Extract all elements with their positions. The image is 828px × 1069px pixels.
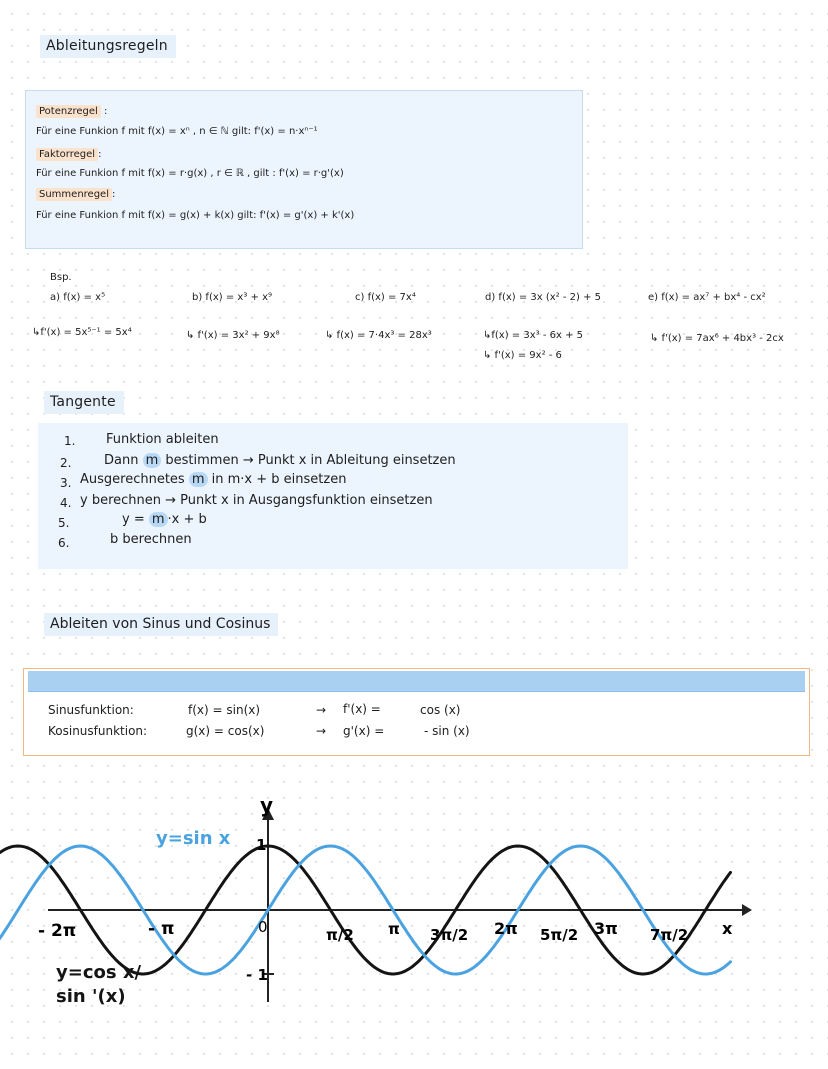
tangente-title: Tangente (44, 391, 124, 414)
origin-label: 0 (258, 918, 268, 936)
step-5-num: 5. (58, 516, 70, 530)
cos-curve-label: y=cos x/ (56, 962, 142, 983)
example-e-deriv: ↳ f'(x) = 7ax⁶ + 4bx³ - 2cx (650, 333, 784, 344)
step-1-text: Funktion ableiten (106, 432, 219, 447)
sin-row-label: Sinusfunktion: (48, 703, 134, 717)
tick-label-7pi-half: 7π/2 (650, 926, 689, 944)
tick-label-3pi: 3π (594, 919, 618, 938)
page-title: Ableitungsregeln (40, 35, 176, 58)
examples-label: Bsp. (50, 272, 72, 283)
cos-curve-label-2: sin '(x) (56, 986, 126, 1007)
sincos-title: Ableiten von Sinus und Cosinus (44, 613, 278, 636)
cos-row-arrow: → (316, 724, 327, 738)
example-b-fn: b) f(x) = x³ + x⁹ (192, 292, 272, 303)
tick-label-m1: - 1 (246, 966, 268, 984)
sincos-table-header (28, 671, 805, 692)
rule-faktor-head: Faktorregel : (36, 149, 101, 160)
step-3-text: Ausgerechnetes m in m·x + b einsetzen (80, 472, 347, 487)
step-5-text: y = m ·x + b (122, 512, 207, 527)
example-c-deriv: ↳ f(x) = 7·4x³ = 28x³ (325, 330, 432, 341)
step-3-m-highlight: m (189, 472, 208, 487)
step-2-num: 2. (60, 456, 72, 470)
tick-label-1: 1 (256, 836, 267, 854)
axis-y-label: y (260, 793, 274, 817)
step-3-num: 3. (60, 476, 72, 490)
example-a-deriv: ↳f'(x) = 5x⁵⁻¹ = 5x⁴ (32, 327, 132, 338)
sin-row-fn: f(x) = sin(x) (188, 703, 261, 717)
rule-potenz-name: Potenzregel (36, 105, 101, 118)
step-1-num: 1. (64, 434, 76, 448)
cos-row-result: - sin (x) (424, 724, 470, 738)
tick-label-2pi: 2π (494, 919, 518, 938)
example-e-fn: e) f(x) = ax⁷ + bx⁴ - cx² (648, 292, 766, 303)
step-6-text: b berechnen (110, 532, 192, 547)
tick-label-3pi-half: 3π/2 (430, 926, 469, 944)
tick-label-pi: π (388, 920, 400, 938)
step-4-num: 4. (60, 496, 72, 510)
sincos-table (23, 668, 810, 756)
sin-row-deriv: f'(x) = (343, 702, 381, 716)
rule-faktor-text: Für eine Funkion f mit f(x) = r·g(x) , r ∈ ℝ , gilt : f'(x) = r·g'(x) (36, 168, 344, 179)
example-d-deriv1: ↳f(x) = 3x³ - 6x + 5 (483, 330, 583, 341)
step-4-text: y berechnen → Punkt x in Ausgangsfunktion einsetzen (80, 493, 433, 508)
sin-row-arrow: → (316, 703, 327, 717)
rule-potenz-text: Für eine Funkion f mit f(x) = xⁿ , n ∈ ℕ gilt: f'(x) = n·xⁿ⁻¹ (36, 126, 318, 137)
sincos-title-section (44, 616, 278, 632)
example-d-fn: d) f(x) = 3x (x² - 2) + 5 (485, 292, 602, 303)
rule-summen-name: Summenregel (36, 188, 112, 201)
sin-cos-graph (0, 790, 828, 1030)
example-b-deriv: ↳ f'(x) = 3x² + 9x⁸ (186, 330, 280, 341)
sin-curve-label: y=sin x (156, 828, 231, 849)
example-c-fn: c) f(x) = 7x⁴ (355, 292, 416, 303)
page-title-section (40, 38, 176, 54)
sin-row-result: cos (x) (420, 703, 461, 717)
rule-summen-head: Summenregel : (36, 189, 115, 200)
x-axis-arrow (742, 904, 752, 916)
rule-summen-text: Für eine Funkion f mit f(x) = g(x) + k(x) gilt: f'(x) = g'(x) + k'(x) (36, 210, 355, 221)
tick-label-m2pi: - 2π (38, 921, 77, 941)
example-d-deriv2: ↳ f'(x) = 9x² - 6 (483, 350, 562, 361)
rule-faktor-name: Faktorregel (36, 148, 98, 161)
cos-row-deriv: g'(x) = (343, 724, 385, 738)
step-2-m-highlight: m (143, 453, 162, 468)
tick-label-mpi: - π (148, 919, 175, 939)
tangente-title-section (44, 394, 124, 410)
tick-label-pi-half: π/2 (326, 926, 354, 944)
step-6-num: 6. (58, 536, 70, 550)
step-5-m-highlight: m (149, 512, 168, 527)
tick-label-5pi-half: 5π/2 (540, 926, 579, 944)
step-2-text: Dann m bestimmen → Punkt x in Ableitung einsetzen (104, 453, 456, 468)
rule-potenz-head: Potenzregel : (36, 106, 107, 117)
cos-row-fn: g(x) = cos(x) (186, 724, 265, 738)
example-a-fn: a) f(x) = x⁵ (50, 292, 106, 303)
axis-x-label: x (722, 919, 733, 938)
cos-row-label: Kosinusfunktion: (48, 724, 148, 738)
